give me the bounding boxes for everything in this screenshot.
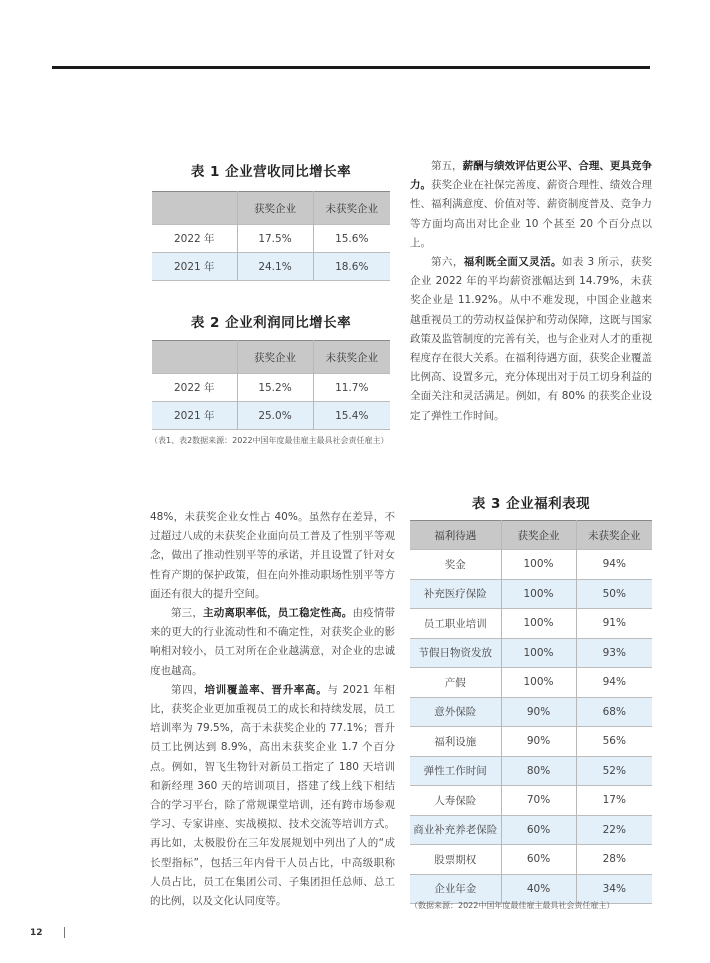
table-row [152, 374, 390, 402]
paragraph-heading: 培训覆盖率、晋升率高。 [204, 683, 328, 696]
table2-header-cell: 未获奖企业 [313, 341, 390, 374]
table12-source-note: （表1、表2数据来源：2022中国年度最佳雇主最具社会责任雇主） [150, 436, 389, 445]
table3-cell: 100% [501, 550, 576, 580]
table1 [152, 191, 390, 281]
table3-cell: 弹性工作时间 [410, 756, 501, 786]
paragraph [410, 157, 652, 253]
table3-cell: 34% [576, 874, 652, 904]
table3-cell: 100% [501, 579, 576, 609]
table3-cell: 企业年金 [410, 874, 501, 904]
table2-cell: 15.2% [237, 374, 313, 402]
table2-header-cell: 获奖企业 [237, 341, 313, 374]
table3-cell: 80% [501, 756, 576, 786]
header-rule [52, 66, 650, 69]
table3-cell: 94% [576, 668, 652, 698]
table3-cell: 100% [501, 609, 576, 639]
table3-cell: 52% [576, 756, 652, 786]
table3-cell: 产假 [410, 668, 501, 698]
table1-cell: 24.1% [237, 253, 313, 281]
table-row [410, 579, 652, 609]
table1-header-cell: 未获奖企业 [313, 192, 390, 225]
table3-cell: 40% [501, 874, 576, 904]
table-row [410, 756, 652, 786]
table1-cell: 17.5% [237, 225, 313, 253]
page-number-divider [64, 927, 65, 938]
table2-cell: 11.7% [313, 374, 390, 402]
paragraph-heading: 薪酬与绩效评估更公平、合理、更具竞争力。 [410, 160, 653, 192]
table3-cell: 68% [576, 697, 652, 727]
table2-header-cell [152, 341, 237, 374]
table-row [410, 815, 652, 845]
left-column-text [150, 508, 395, 911]
table3-header-cell: 获奖企业 [501, 521, 576, 550]
paragraph [410, 253, 652, 426]
table2-title: 表 2 企业利润同比增长率 [190, 315, 352, 331]
table2-cell: 2021 年 [152, 402, 237, 430]
table3-cell: 94% [576, 550, 652, 580]
table3-cell: 人寿保险 [410, 786, 501, 816]
table3-cell: 员工职业培训 [410, 609, 501, 639]
table-row [152, 402, 390, 430]
table3-cell: 意外保险 [410, 697, 501, 727]
table-row [410, 609, 652, 639]
table3-cell: 70% [501, 786, 576, 816]
table2-cell: 25.0% [237, 402, 313, 430]
table3-cell: 补充医疗保险 [410, 579, 501, 609]
table3-cell: 100% [501, 638, 576, 668]
table3-cell: 90% [501, 697, 576, 727]
table3-cell: 90% [501, 727, 576, 757]
table-row [410, 727, 652, 757]
table3-cell: 60% [501, 815, 576, 845]
table3-cell: 福利设施 [410, 727, 501, 757]
table2-cell: 2022 年 [152, 374, 237, 402]
paragraph [150, 681, 395, 911]
table1-cell: 18.6% [313, 253, 390, 281]
table3-cell: 56% [576, 727, 652, 757]
table3-cell: 50% [576, 579, 652, 609]
table1-cell: 2022 年 [152, 225, 237, 253]
table3-cell: 60% [501, 845, 576, 875]
paragraph-lead: 第四， [171, 683, 205, 696]
table3-cell: 28% [576, 845, 652, 875]
table3-cell: 股票期权 [410, 845, 501, 875]
paragraph-heading: 福利既全面又灵活。 [463, 256, 562, 269]
table2 [152, 340, 390, 430]
paragraph-heading: 主动离职率低，员工稳定性高。 [203, 607, 353, 620]
paragraph-text: 与 2021 年相比，获奖企业更加重视员工的成长和持续发展，员工培训率为 79.5%，高于未获奖企业的 77.1%；晋升员工比例达到 8.9%，高出未获奖企业 1.7 个百分点。例如，智飞生物针对新员工指定了 180 天培训和新经理 360 天的培训项目，搭建了线上线下相结合的学习平台，除了常规课堂培训，还有跨市场参观学习、专家讲座、实战模拟、技术交流等培训方式。再比如，太极股份在三年发展规划中列出了人的“成长型指标”，包括三年内骨干人员占比，中高级职称人员占比，员工在集团公司、子集团担任总师、总工的比例，以及文化认同度等。 [150, 683, 395, 908]
paragraph-text: 获奖企业在社保完善度、薪资合理性、绩效合理性、福利满意度、价值对等、薪资制度普及、竞争力等方面均高出对比企业 10 个甚至 20 个百分点以上。 [410, 179, 653, 249]
table3-title: 表 3 企业福利表现 [471, 496, 591, 512]
table3 [410, 520, 652, 904]
paragraph-lead: 第六， [431, 256, 464, 269]
table1-title: 表 1 企业营收同比增长率 [190, 164, 352, 180]
table1-cell: 2021 年 [152, 253, 237, 281]
right-column-text [410, 157, 652, 426]
table2-cell: 15.4% [313, 402, 390, 430]
table-row [152, 253, 390, 281]
paragraph [150, 604, 395, 681]
table-row [152, 225, 390, 253]
paragraph-lead: 第三， [171, 607, 204, 620]
table1-cell: 15.6% [313, 225, 390, 253]
table3-cell: 93% [576, 638, 652, 668]
table3-cell: 节假日物资发放 [410, 638, 501, 668]
table3-cell: 17% [576, 786, 652, 816]
table-row [410, 638, 652, 668]
table1-header-cell: 获奖企业 [237, 192, 313, 225]
table-row [410, 697, 652, 727]
table3-cell: 22% [576, 815, 652, 845]
table-row [410, 786, 652, 816]
table3-source-note: （数据来源：2022中国年度最佳雇主最具社会责任雇主） [410, 901, 615, 910]
table3-header-cell: 未获奖企业 [576, 521, 652, 550]
paragraph: 48%，未获奖企业女性占 40%。虽然存在差异，不过超过八成的未获奖企业面向员工普及了性别平等观念，做出了推动性别平等的承诺，并且设置了针对女性育产期的保护政策，但在向外推动职场性别平等方面还有很大的提升空间。 [150, 511, 395, 600]
table3-cell: 奖金 [410, 550, 501, 580]
table-row [410, 668, 652, 698]
table-row [410, 550, 652, 580]
paragraph-lead: 第五， [431, 160, 463, 172]
paragraph-text: 由疫情带来的更大的行业流动性和不确定性，对获奖企业的影响相对较小，员工对所在企业越满意，对企业的忠诚度也越高。 [150, 607, 396, 677]
page-number: 12 [30, 928, 43, 938]
paragraph-text: 如表 3 所示，获奖企业 2022 年的平均薪资涨幅达到 14.79%，未获奖企业是 11.92%。从中不难发现，中国企业越来越重视员工的劳动权益保护和劳动保障，这既与国家政策及监管制度的完善有关，也与企业对人才的重视程度存在很大关系。在福利待遇方面，获奖企业覆盖比例高、设置多元，充分体现出对于员工切身利益的全面关注和灵活满足。例如，有 80% 的获奖企业设定了弹性工作时间。 [410, 256, 653, 422]
table1-header-cell [152, 192, 237, 225]
table3-cell: 100% [501, 668, 576, 698]
table3-cell: 商业补充养老保险 [410, 815, 501, 845]
table-row [410, 845, 652, 875]
table3-cell: 91% [576, 609, 652, 639]
table3-header-cell: 福利待遇 [410, 521, 501, 550]
